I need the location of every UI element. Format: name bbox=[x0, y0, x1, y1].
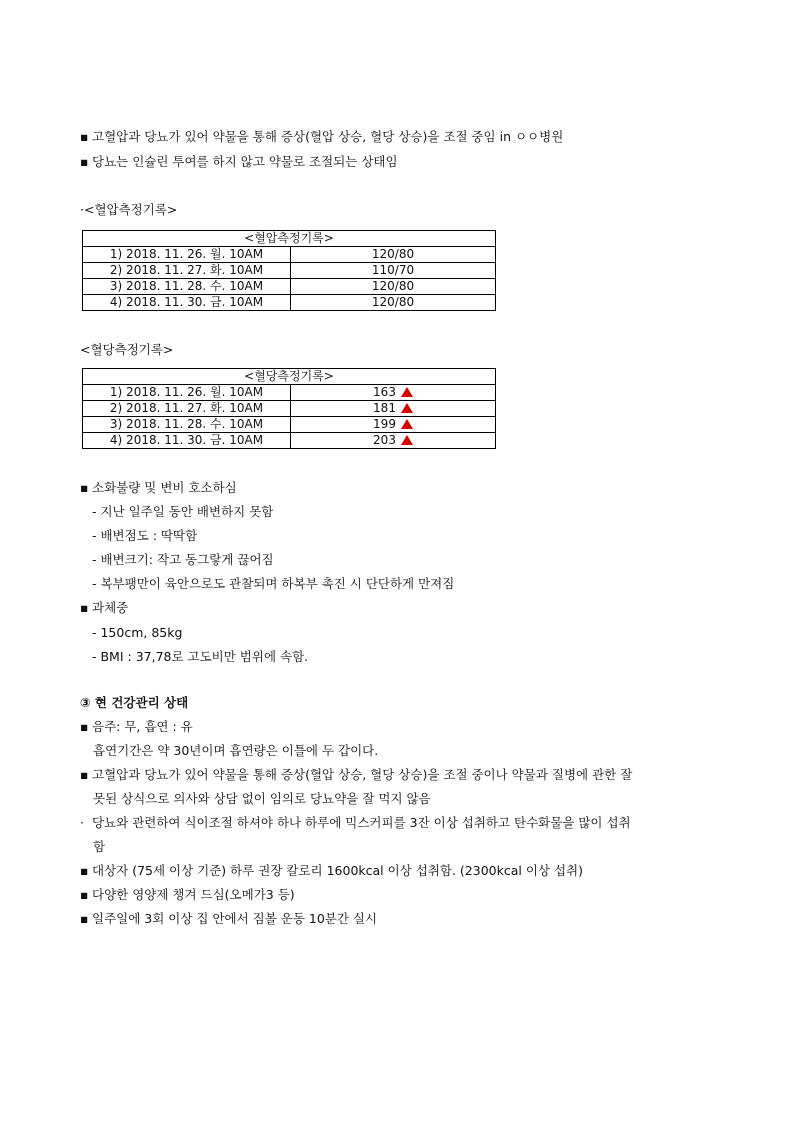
table-row bbox=[83, 385, 496, 401]
value-text: 199 bbox=[373, 417, 396, 431]
weight-title: 과체중 bbox=[92, 600, 129, 615]
date-cell: 2) 2018. 11. 27. 화. 10AM bbox=[83, 401, 291, 417]
date-cell: 4) 2018. 11. 30. 금. 10AM bbox=[83, 295, 291, 311]
table-row bbox=[83, 279, 496, 295]
up-triangle-icon bbox=[401, 435, 413, 445]
bullet-icon: ▪ bbox=[80, 863, 89, 878]
bullet-text: 당뇨와 관련하여 식이조절 하셔야 하나 하루에 믹스커피를 3잔 이상 섭취하고 탄수화물을 많이 섭취 bbox=[92, 815, 631, 830]
value-text: 163 bbox=[373, 385, 396, 399]
up-triangle-icon bbox=[401, 387, 413, 397]
table-row bbox=[83, 263, 496, 279]
bs-table-header: <혈당측정기록> bbox=[83, 369, 496, 385]
value-cell: 120/80 bbox=[291, 295, 496, 311]
value-cell bbox=[291, 401, 496, 417]
sub-item: - 150cm, 85kg bbox=[92, 625, 183, 640]
bullet-line bbox=[80, 599, 128, 617]
value-cell bbox=[291, 417, 496, 433]
value-cell: 120/80 bbox=[291, 279, 496, 295]
sub-item: - 지난 일주일 동안 배변하지 못함 bbox=[92, 504, 274, 519]
up-triangle-icon bbox=[401, 419, 413, 429]
bullet-line bbox=[80, 479, 237, 497]
bp-section-label: ·<혈압측정기록> bbox=[80, 202, 178, 217]
table-row bbox=[83, 247, 496, 263]
table-row bbox=[83, 295, 496, 311]
date-cell: 1) 2018. 11. 26. 월. 10AM bbox=[83, 385, 291, 401]
bullet-text: 당뇨는 인슐린 투여를 하지 않고 약물로 조절되는 상태임 bbox=[92, 154, 398, 169]
bullet-text: 고혈압과 당뇨가 있어 약물을 통해 증상(혈압 상승, 혈당 상승)을 조절 중임 in ㅇㅇ병원 bbox=[92, 129, 564, 144]
bs-section-label: <혈당측정기록> bbox=[80, 342, 174, 357]
bullet-icon: ▪ bbox=[80, 600, 89, 615]
bullet-icon: ▪ bbox=[80, 129, 89, 144]
date-cell: 1) 2018. 11. 26. 월. 10AM bbox=[83, 247, 291, 263]
digest-title: 소화불량 및 변비 호소하심 bbox=[92, 480, 237, 495]
sub-item: - 배변크기: 작고 동그랗게 끊어짐 bbox=[92, 552, 274, 567]
bullet-line bbox=[80, 153, 398, 171]
bullet-line bbox=[80, 910, 377, 928]
value-cell bbox=[291, 433, 496, 449]
date-cell: 3) 2018. 11. 28. 수. 10AM bbox=[83, 417, 291, 433]
sub-item: - 복부팽만이 육안으로도 관찰되며 하복부 촉진 시 단단하게 만져짐 bbox=[92, 576, 455, 591]
continuation-text: 흡연기간은 약 30년이며 흡연량은 이틀에 두 갑이다. bbox=[93, 743, 379, 758]
bullet-line bbox=[80, 766, 632, 784]
bs-table bbox=[82, 368, 496, 449]
table-row bbox=[83, 433, 496, 449]
bullet-icon: ▪ bbox=[80, 887, 89, 902]
bullet-icon: ▪ bbox=[80, 767, 89, 782]
bp-table bbox=[82, 230, 496, 311]
bullet-text: 다양한 영양제 챙겨 드심(오메가3 등) bbox=[92, 887, 295, 902]
value-text: 203 bbox=[373, 433, 396, 447]
table-row bbox=[83, 417, 496, 433]
bullet-icon: ▪ bbox=[80, 911, 89, 926]
bullet-line bbox=[80, 718, 193, 736]
bullet-icon: ▪ bbox=[80, 480, 89, 495]
bullet-line bbox=[80, 128, 563, 146]
bullet-line bbox=[80, 862, 583, 880]
date-cell: 2) 2018. 11. 27. 화. 10AM bbox=[83, 263, 291, 279]
bullet-text: 일주일에 3회 이상 집 안에서 짐볼 운동 10분간 실시 bbox=[92, 911, 378, 926]
date-cell: 3) 2018. 11. 28. 수. 10AM bbox=[83, 279, 291, 295]
bullet-text: 대상자 (75세 이상 기준) 하루 권장 칼로리 1600kcal 이상 섭취함. (2300kcal 이상 섭취) bbox=[92, 863, 583, 878]
up-triangle-icon bbox=[401, 403, 413, 413]
bp-table-header: <혈압측정기록> bbox=[83, 231, 496, 247]
bullet-icon: ▪ bbox=[80, 719, 89, 734]
sub-item: - BMI : 37,78로 고도비만 범위에 속함. bbox=[92, 649, 309, 664]
value-cell: 110/70 bbox=[291, 263, 496, 279]
bullet-line bbox=[80, 814, 631, 832]
section-title: ③ 현 건강관리 상태 bbox=[80, 695, 189, 710]
value-cell: 120/80 bbox=[291, 247, 496, 263]
bullet-text: 고혈압과 당뇨가 있어 약물을 통해 증상(혈압 상승, 혈당 상승)을 조절 중이나 약물과 질병에 관한 잘 bbox=[92, 767, 633, 782]
bullet-text: 음주: 무, 흡연 : 유 bbox=[92, 719, 193, 734]
continuation-text: 함 bbox=[93, 839, 106, 854]
bullet-line bbox=[80, 886, 295, 904]
dot-bullet-icon: · bbox=[80, 815, 84, 830]
table-row bbox=[83, 401, 496, 417]
continuation-text: 못된 상식으로 의사와 상담 없이 임의로 당뇨약을 잘 먹지 않음 bbox=[93, 791, 431, 806]
bullet-icon: ▪ bbox=[80, 154, 89, 169]
date-cell: 4) 2018. 11. 30. 금. 10AM bbox=[83, 433, 291, 449]
value-cell bbox=[291, 385, 496, 401]
value-text: 181 bbox=[373, 401, 396, 415]
sub-item: - 배변점도 : 딱딱함 bbox=[92, 528, 198, 543]
